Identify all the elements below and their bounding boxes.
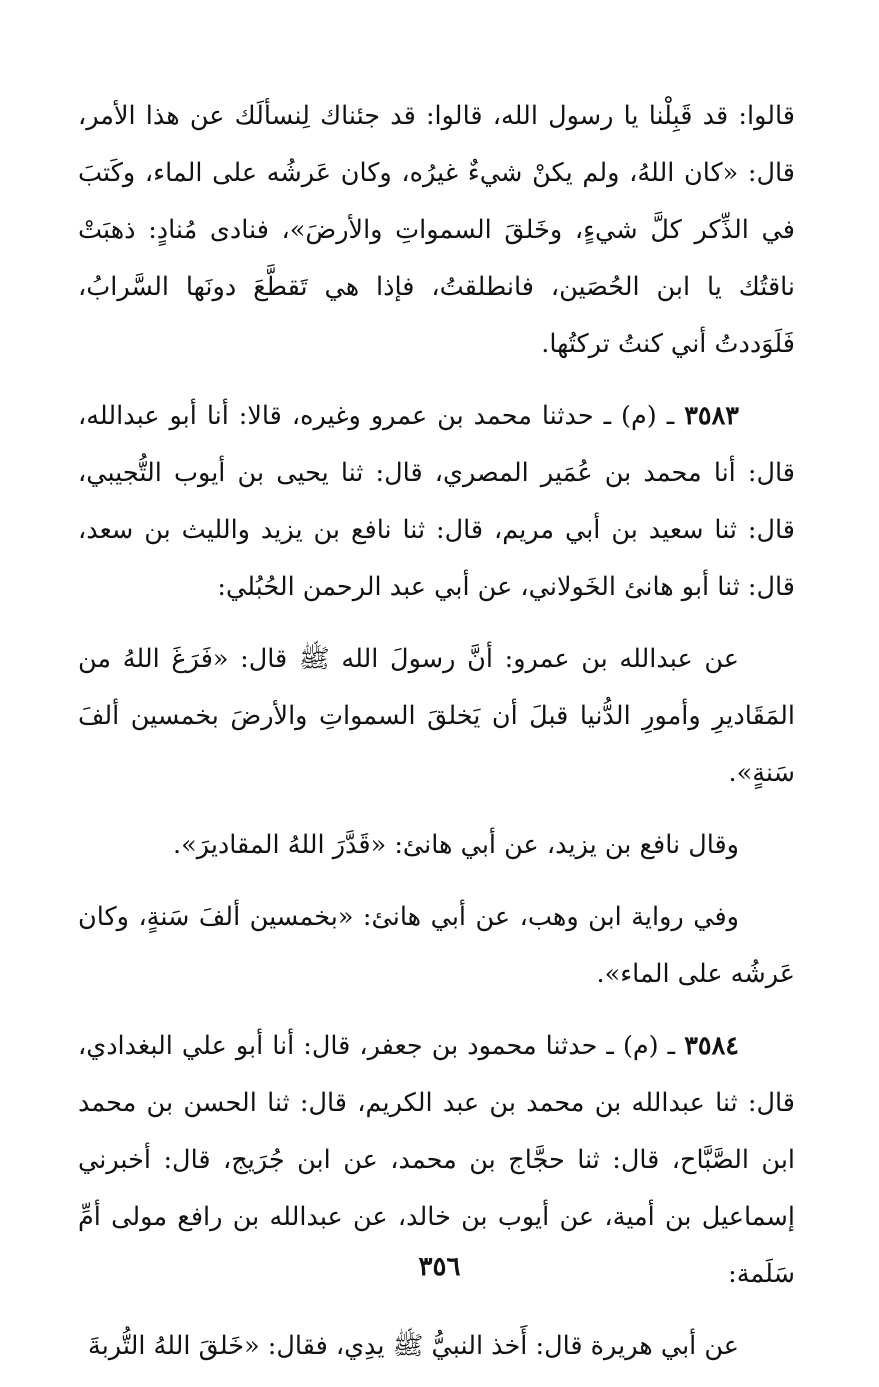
paragraph-continuation xyxy=(78,88,795,373)
matn-paragraph xyxy=(78,631,795,802)
page-body xyxy=(78,88,795,1375)
note-text: وقال نافع بن يزيد، عن أبي هانئ: «قَدَّرَ اللهُ المقاديرَ». xyxy=(173,830,739,860)
hadith-number: ٣٥٨٤ xyxy=(684,1031,739,1061)
matn-text: عن أبي هريرة قال: أَخذ النبيُّ ﷺ يدِي، فقال: «خَلقَ اللهُ التُّربةَ xyxy=(88,1331,739,1361)
riwaya-note xyxy=(78,889,795,1003)
matn-text: عن عبدالله بن عمرو: أنَّ رسولَ الله ﷺ قال: «فَرَغَ اللهُ من المَقَاديرِ وأمورِ الدُّنيا قبلَ أن يَخلقَ السمواتِ والأرضَ بخمسين ألفَ سَنةٍ». xyxy=(78,644,795,788)
page-number: ٣٥٦ xyxy=(418,1252,461,1282)
note-text: وفي رواية ابن وهب، عن أبي هانئ: «بخمسين ألفَ سَنةٍ، وكان عَرشُه على الماء». xyxy=(78,902,795,989)
isnad-text: ـ (م) ـ حدثنا محمد بن عمرو وغيره، قالا: أنا أبو عبدالله، قال: أنا محمد بن عُمَير المصري، قال: ثنا يحيى بن أيوب التُّجيبي، قال: ثنا سعيد بن أبي مريم، قال: ثنا نافع بن يزيد والليث بن سعد، قال: ثنا أبو هانئ الخَولاني، عن أبي عبد الرحمن الحُبُلي: xyxy=(78,401,795,602)
paragraph-text: قالوا: قد قَبِلْنا يا رسول الله، قالوا: قد جئناك لِنسألَك عن هذا الأمر، قال: «كان اللهُ، ولم يكنْ شيءٌ غيرُه، وكان عَرشُه على الماء، وكَتبَ في الذِّكر كلَّ شيءٍ، وخَلقَ السمواتِ والأرضَ»، فنادى مُنادٍ: ذهبَتْ ناقتُك يا ابن الحُصَين، فانطلقتُ، فإذا هي تَقطَّعَ دونَها السَّرابُ، فَلَوَددتُ أني كنتُ تركتُها. xyxy=(78,101,795,359)
hadith-number: ٣٥٨٣ xyxy=(684,401,739,431)
hadith-3583 xyxy=(78,388,795,616)
isnad-text: ـ (م) ـ حدثنا محمود بن جعفر، قال: أنا أبو علي البغدادي، قال: ثنا عبدالله بن محمد بن عبد الكريم، قال: ثنا الحسن بن محمد ابن الصَّبَّاح، قال: ثنا حجَّاج بن محمد، عن ابن جُرَيج، قال: أخبرني إسماعيل بن أمية، عن أيوب بن خالد، عن عبدالله بن رافع مولى أمِّ سَلَمة: xyxy=(78,1031,795,1289)
riwaya-note xyxy=(78,817,795,874)
matn-paragraph xyxy=(78,1318,795,1375)
